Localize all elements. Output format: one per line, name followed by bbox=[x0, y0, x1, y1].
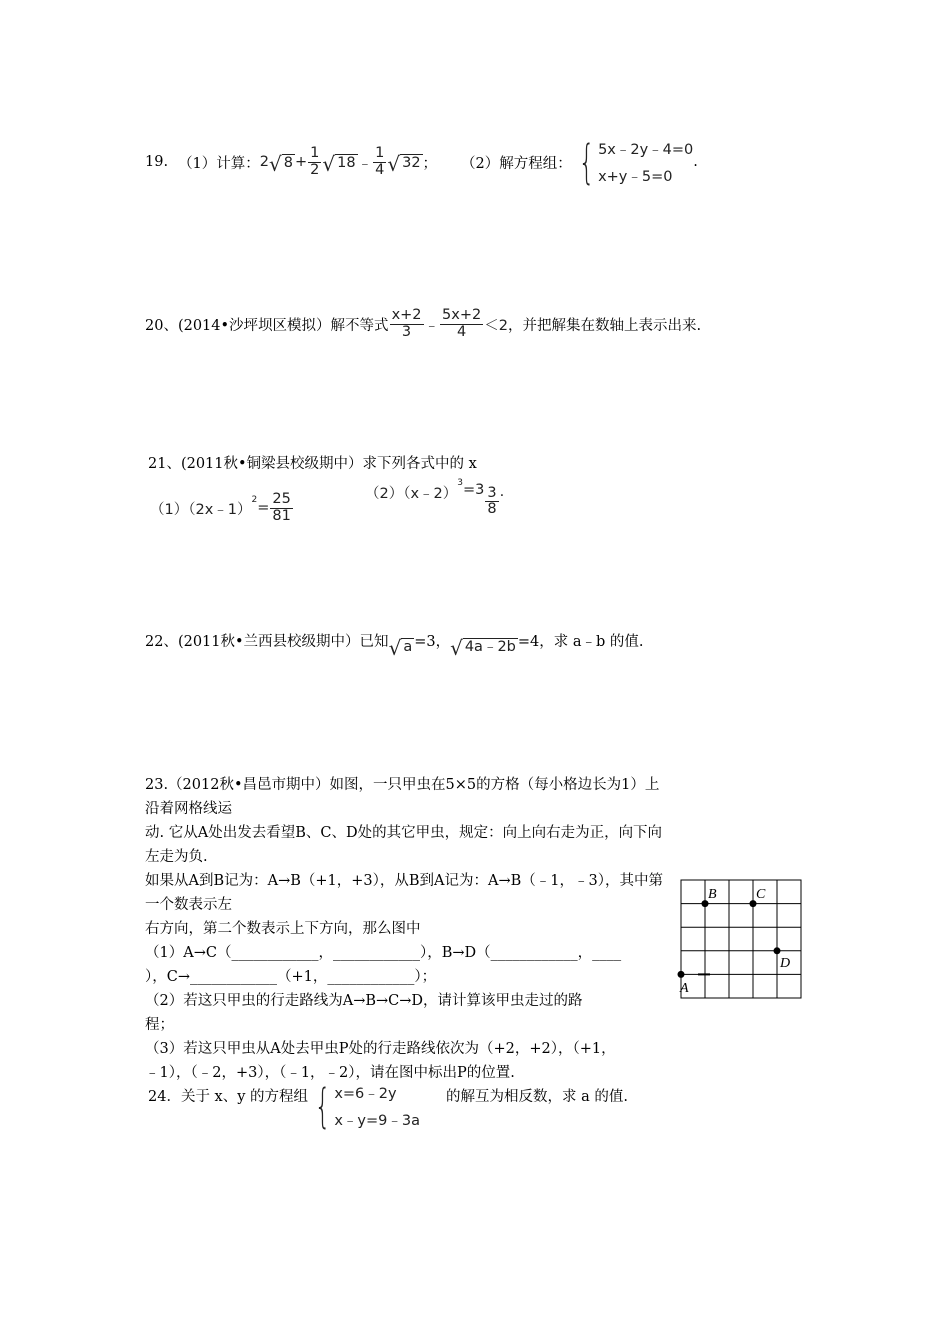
fraction-1-4: $\frac{1}{4}$ bbox=[375, 145, 385, 178]
q19-part2-label: （2）解方程组： bbox=[461, 155, 572, 172]
point-D bbox=[774, 947, 781, 954]
sqrt-a: √ a bbox=[388, 636, 413, 660]
brace-icon: { bbox=[578, 135, 595, 189]
q21-part1: （1）（2x﹣1） $^2$ = $\frac{25}{81}$ bbox=[150, 491, 291, 524]
less-than-2: ＜2 bbox=[484, 317, 508, 334]
q22-line: 22、(2011秋•兰西县校级期中）已知 √ a =3， √ 4a﹣2b =4，求 a﹣b 的值. bbox=[145, 622, 644, 658]
sqrt-4a-minus-2b: √ 4a﹣2b bbox=[450, 636, 516, 660]
label-D: D bbox=[780, 956, 791, 971]
q22-prefix: 22、(2011秋•兰西县校级期中）已知 bbox=[145, 633, 389, 650]
q24-equation-system bbox=[308, 1079, 420, 1133]
minus-sign: ﹣ bbox=[424, 317, 440, 334]
equation-2: x+y﹣5=0 bbox=[598, 169, 673, 185]
q19-equation-system bbox=[572, 135, 694, 189]
sqrt-32: √ 32 bbox=[387, 152, 421, 176]
q19-line bbox=[145, 135, 698, 189]
exponent: 2 bbox=[251, 495, 258, 505]
q20-prefix: 20、(2014•沙坪坝区模拟）解不等式 bbox=[145, 317, 389, 334]
equation-1: 5x﹣2y﹣4=0 bbox=[598, 142, 694, 158]
q19-number: 19. bbox=[145, 154, 169, 170]
label-C: C bbox=[756, 887, 766, 902]
q19-part1-label: （1）计算： bbox=[178, 155, 260, 172]
q24-line bbox=[148, 1076, 628, 1136]
q23-line: ），C→____________（+1，____________）； bbox=[145, 969, 437, 985]
q23-grid-figure bbox=[676, 876, 804, 1000]
q23-line: （2）若这只甲虫的行走路线为A→B→C→D，请计算该甲虫走过的路 bbox=[145, 993, 583, 1009]
fraction-x-plus-2-over-3: $\frac{x+2}{3}$ bbox=[391, 307, 422, 340]
fraction-25-81: $\frac{25}{81}$ bbox=[272, 491, 291, 524]
grid-lines bbox=[681, 880, 801, 998]
fraction-5x-plus-2-over-4: $\frac{5x+2}{4}$ bbox=[442, 307, 482, 340]
period: . bbox=[693, 154, 698, 170]
q20-suffix: ，并把解集在数轴上表示出来. bbox=[507, 317, 702, 334]
coefficient: 2 bbox=[259, 154, 270, 170]
fraction-3-8: $\frac{3}{8}$ bbox=[487, 485, 497, 518]
fraction-1-2: $\frac{1}{2}$ bbox=[310, 145, 320, 178]
q21-title: 21、(2011秋•铜梁县校级期中）求下列各式中的 x bbox=[148, 456, 477, 472]
q21-part2: （2）（x﹣2） $^3$ =3 $\frac{3}{8}$ . bbox=[365, 478, 505, 518]
sqrt-8: √ 8 bbox=[269, 152, 294, 176]
exponent: 3 bbox=[457, 478, 464, 488]
q20-inequality bbox=[389, 308, 508, 339]
q23-line: 动. 它从A处出发去看望B、C、D处的其它甲虫，规定：向上向右走为正，向下向左走为负. bbox=[145, 825, 663, 865]
plus-sign: + bbox=[295, 154, 308, 170]
q23-line: 23.（2012秋•昌邑市期中）如图，一只甲虫在5×5的方格（每小格边长为1）上沿着网格线运 bbox=[145, 777, 660, 817]
equation-2: x﹣y=9﹣3a bbox=[334, 1113, 420, 1129]
semicolon: ； bbox=[422, 155, 438, 172]
q23-line: 右方向，第二个数表示上下方向，那么图中 bbox=[145, 921, 421, 937]
q19-expression bbox=[260, 146, 423, 177]
sqrt-18: √ 18 bbox=[322, 152, 356, 176]
q23-line: （3）若这只甲虫从A处去甲虫P处的行走路线依次为（+2，+2），（+1， bbox=[145, 1041, 616, 1057]
q23-text-block bbox=[145, 773, 665, 1085]
label-B: B bbox=[708, 887, 717, 902]
equation-1: x=6﹣2y bbox=[334, 1086, 397, 1102]
q20-line bbox=[145, 304, 701, 344]
q23-line: 如果从A到B记为：A→B（+1，+3），从B到A记为：A→B（﹣1，﹣3），其中第一个数表示左 bbox=[145, 873, 664, 913]
q23-line: ﹣1），（﹣2，+3），（﹣1，﹣2），请在图中标出P的位置. bbox=[145, 1065, 515, 1081]
brace-icon: { bbox=[314, 1079, 331, 1133]
q24-prefix: 24．关于 x、y 的方程组 bbox=[148, 1088, 309, 1105]
q24-suffix: 的解互为相反数，求 a 的值. bbox=[445, 1088, 628, 1105]
point-A bbox=[678, 971, 685, 978]
q23-line: 程； bbox=[145, 1017, 174, 1033]
label-A: A bbox=[680, 981, 689, 996]
q23-line: （1）A→C（____________，____________），B→D（____________，____ bbox=[145, 945, 622, 961]
minus-sign: ﹣ bbox=[357, 155, 373, 172]
